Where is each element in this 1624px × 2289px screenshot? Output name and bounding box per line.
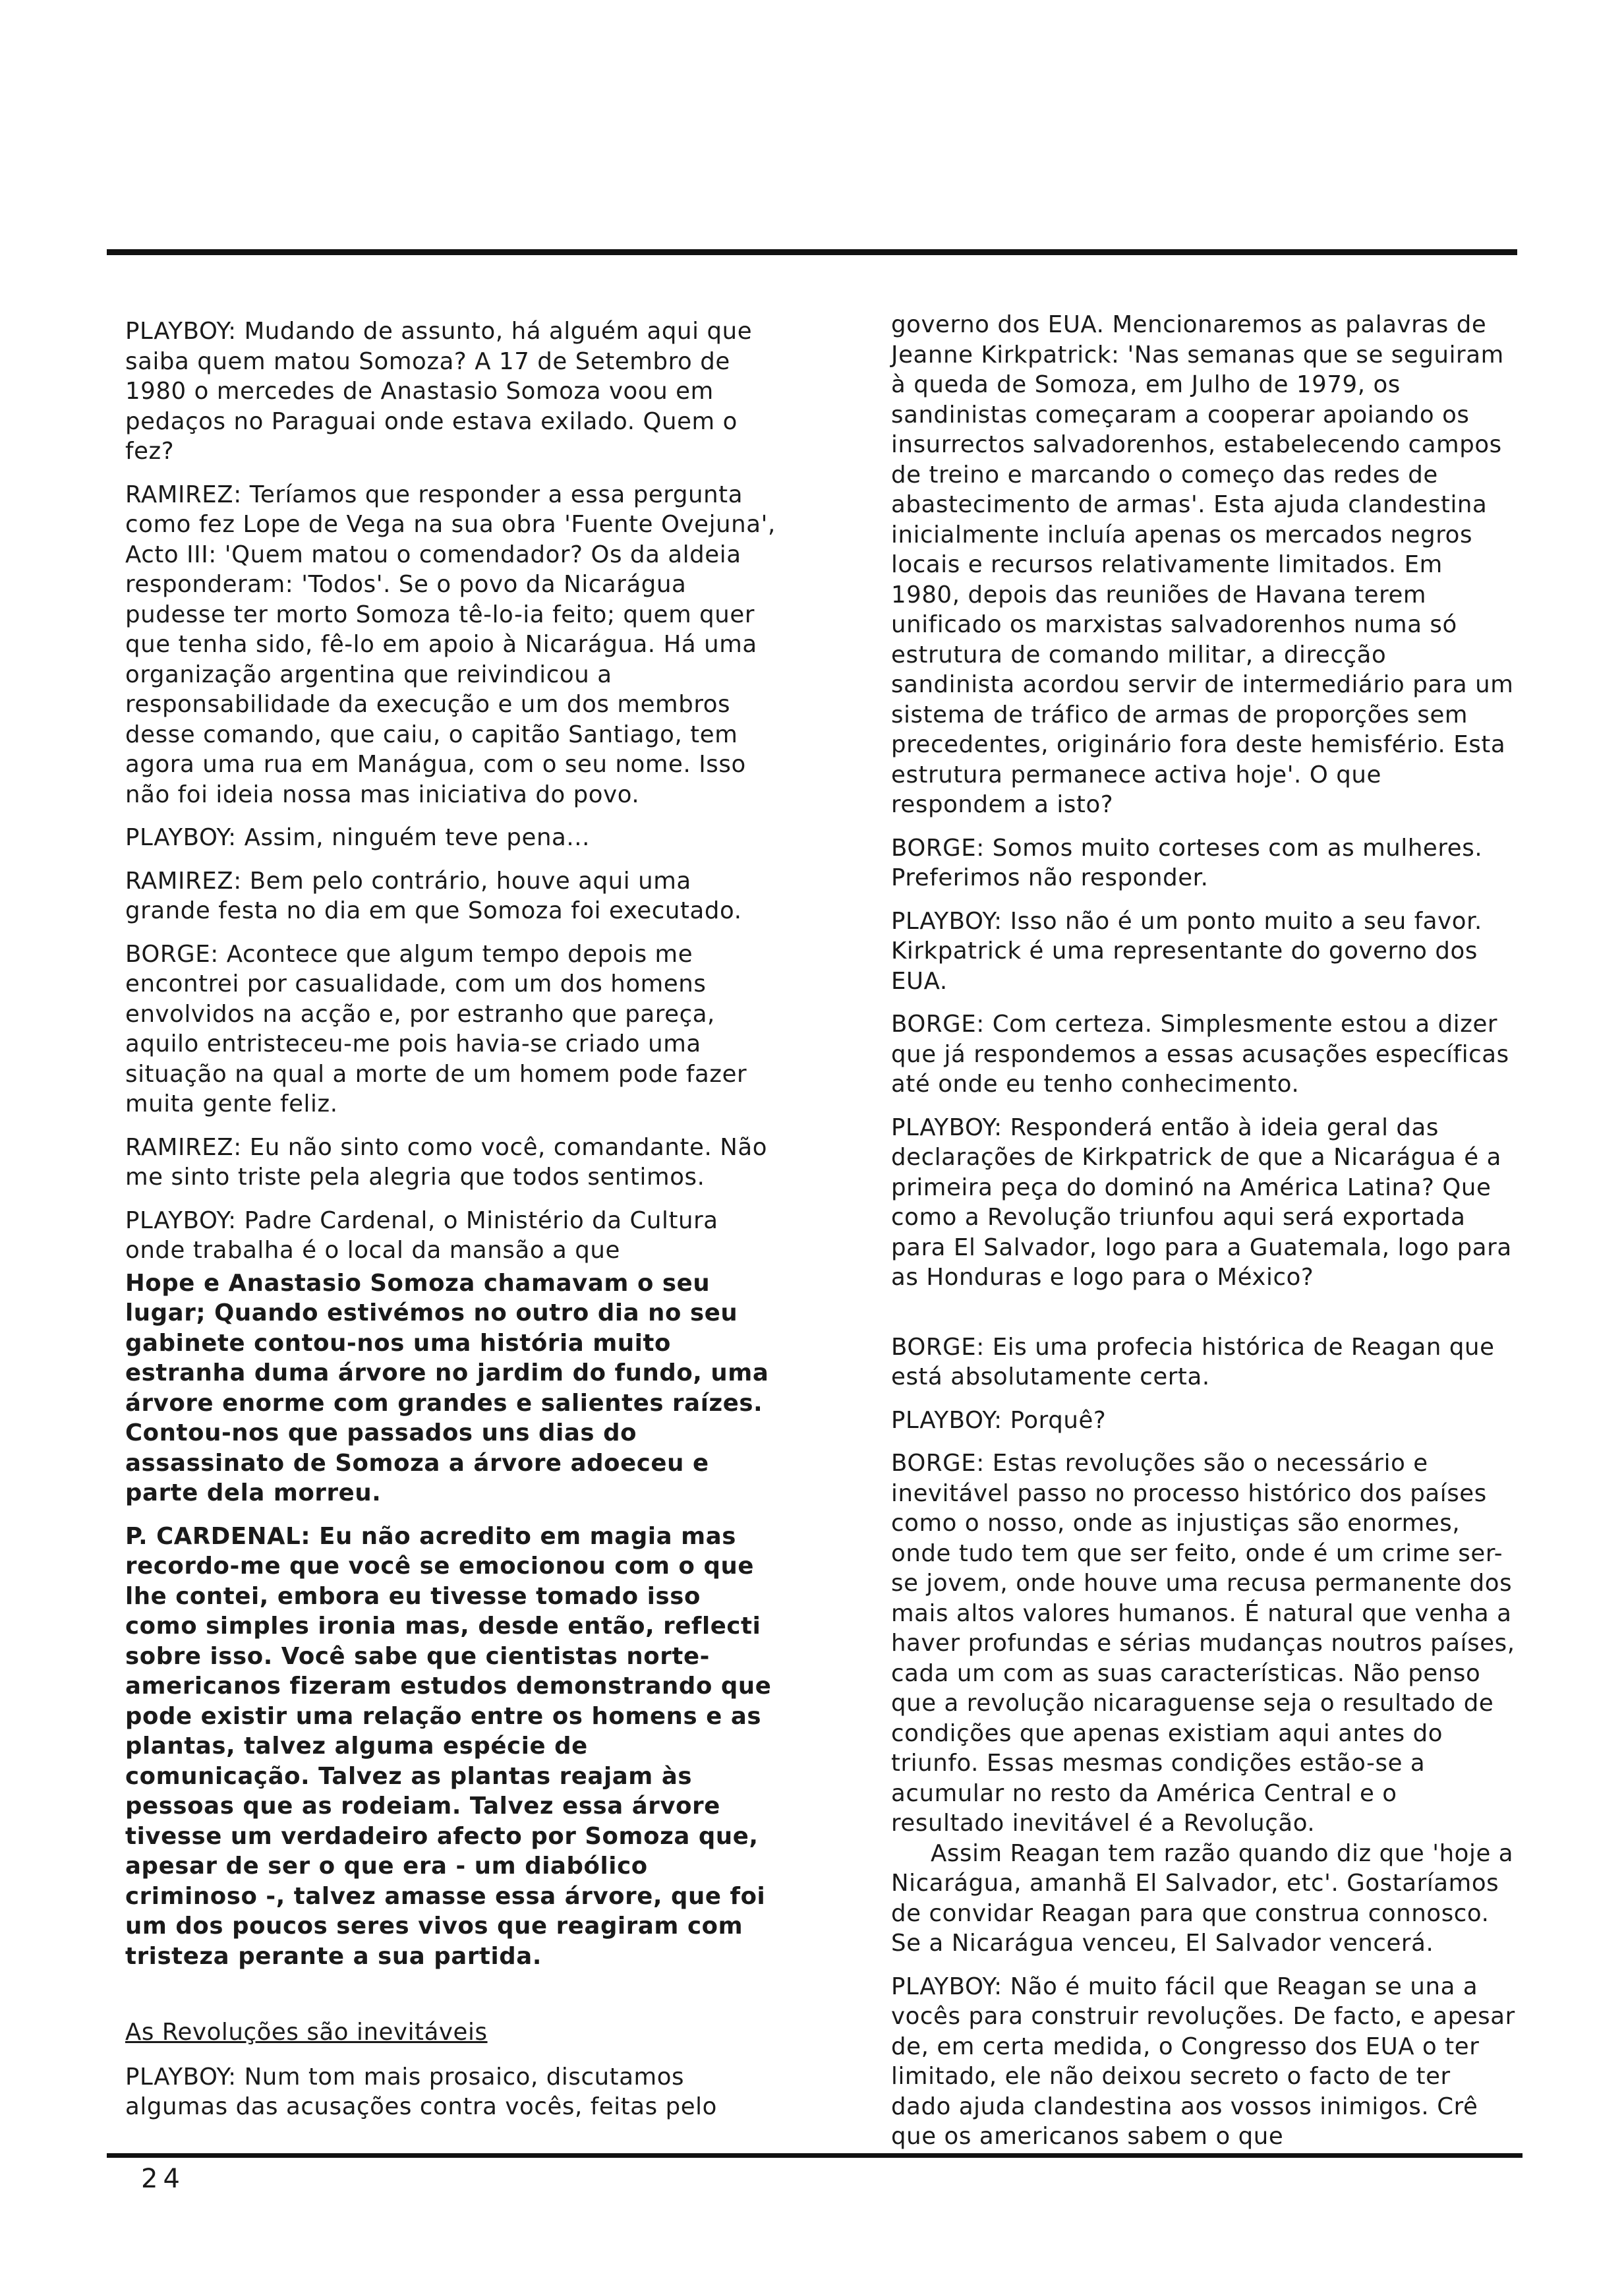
section-heading: As Revoluções são inevitáveis bbox=[125, 2019, 488, 2046]
paragraph-text: Eu não acredito em magia mas recordo-me que você se emocionou com o que lhe contei, embora eu tivesse tomado isso como simples ironia mas, desde então, reflecti sobre isso. Você sabe que cientistas norte-americanos fizeram estudos demonstrando que pode existir uma relação entre os homens e as plantas, talvez alguma espécie de comunicação. Talvez as plantas reajam às pessoas que as rodeiam. Talvez essa árvore tivesse um verdadeiro afecto por Somoza que, apesar de ser o que era - um diabólico criminoso -, talvez amasse essa árvore, que foi um dos poucos seres vivos que reagiram com tristeza perante a sua partida. bbox=[125, 1522, 772, 1970]
paragraph-text: Acontece que algum tempo depois me encontrei por casualidade, com um dos homens envolvidos na acção e, por estranho que pareça, aquilo entristeceu-me pois havia-se criado uma situação na qual a morte de um homem pode fazer muita gente feliz. bbox=[125, 940, 747, 1117]
paragraph bbox=[891, 1972, 1517, 2152]
top-rule bbox=[107, 249, 1517, 255]
speaker: BORGE: bbox=[891, 1011, 985, 1038]
paragraph-text: Somos muito corteses com as mulheres. Preferimos não responder. bbox=[891, 834, 1483, 891]
paragraph-text: Isso não é um ponto muito a seu favor. Kirkpatrick é uma representante do governo dos EUA. bbox=[891, 907, 1482, 995]
paragraph bbox=[891, 833, 1517, 893]
speaker: PLAYBOY: bbox=[891, 1973, 1002, 2000]
paragraph-text: Eu não sinto como você, comandante. Não me sinto triste pela alegria que todos sentimos. bbox=[125, 1133, 768, 1191]
left-column bbox=[125, 316, 778, 2135]
page-number: 24 bbox=[141, 2164, 185, 2194]
paragraph bbox=[125, 939, 778, 1119]
paragraph bbox=[891, 1448, 1517, 1839]
speaker: PLAYBOY: bbox=[891, 907, 1002, 935]
speaker: BORGE: bbox=[125, 940, 219, 968]
paragraph-text: Eis uma profecia histórica de Reagan que está absolutamente certa. bbox=[891, 1333, 1495, 1390]
speaker: RAMIREZ: bbox=[125, 867, 242, 895]
paragraph-text: Bem pelo contrário, houve aqui uma grande festa no dia em que Somoza foi executado. bbox=[125, 867, 742, 924]
speaker: P. CARDENAL: bbox=[125, 1522, 311, 1550]
speaker: PLAYBOY: bbox=[891, 1406, 1002, 1434]
paragraph bbox=[891, 310, 1517, 820]
paragraph-text: Não é muito fácil que Reagan se una a vocês para construir revoluções. De facto, e apesar de, em certa medida, o Congresso dos EUA o ter limitado, ele não deixou secreto o facto de ter dado ajuda clandestina aos vossos inimigos. Crê que os americanos sabem o que bbox=[891, 1973, 1515, 2150]
paragraph bbox=[125, 316, 778, 467]
bottom-rule bbox=[107, 2153, 1522, 2158]
paragraph bbox=[891, 1406, 1517, 1436]
paragraph bbox=[125, 1268, 778, 1508]
speaker: RAMIREZ: bbox=[125, 1133, 242, 1161]
paragraph bbox=[891, 1839, 1517, 1959]
speaker: PLAYBOY: bbox=[125, 824, 237, 851]
paragraph-text: Assim, ninguém teve pena... bbox=[244, 824, 591, 851]
paragraph bbox=[125, 1522, 778, 1972]
paragraph-text: Assim Reagan tem razão quando diz que 'hoje a Nicarágua, amanhã El Salvador, etc'. Gostaríamos de convidar Reagan para que construa connosco. Se a Nicarágua venceu, El Salvador vencerá. bbox=[891, 1839, 1514, 1957]
speaker: RAMIREZ: bbox=[125, 481, 242, 508]
paragraph-text: Porquê? bbox=[1010, 1406, 1107, 1434]
right-column bbox=[891, 310, 1517, 2165]
speaker: BORGE: bbox=[891, 1450, 985, 1477]
paragraph-text: Mudando de assunto, há alguém aqui que saiba quem matou Somoza? A 17 de Setembro de 1980 o mercedes de Anastasio Somoza voou em pedaços no Paraguai onde estava exilado. Quem o fez? bbox=[125, 318, 753, 465]
paragraph bbox=[125, 1133, 778, 1193]
paragraph bbox=[125, 1206, 778, 1266]
paragraph bbox=[891, 1113, 1517, 1293]
paragraph-text: Padre Cardenal, o Ministério da Cultura onde trabalha é o local da mansão a que bbox=[125, 1206, 718, 1264]
paragraph bbox=[125, 866, 778, 926]
paragraph-text: governo dos EUA. Mencionaremos as palavras de Jeanne Kirkpatrick: 'Nas semanas que se seguiram à queda de Somoza, em Julho de 1979, os sandinistas começaram a cooperar apoiando os insurrectos salvadorenhos, estabelecendo campos de treino e marcando o começo das redes de abastecimento de armas'. Esta ajuda clandestina inicialmente incluía apenas os mercados negros locais e recursos relativamente limitados. Em 1980, depois das reuniões de Havana terem unificado os marxistas salvadorenhos numa só estrutura de comando militar, a direcção sandinista acordou servir de intermediário para um sistema de tráfico de armas de proporções sem precedentes, originário fora deste hemisfério. Esta estrutura permanece activa hoje'. O que respondem a isto? bbox=[891, 311, 1514, 818]
paragraph bbox=[891, 907, 1517, 997]
speaker: PLAYBOY: bbox=[125, 318, 237, 345]
speaker: BORGE: bbox=[891, 834, 985, 862]
paragraph-text: Com certeza. Simplesmente estou a dizer que já respondemos a essas acusações específicas até onde eu tenho conhecimento. bbox=[891, 1011, 1509, 1098]
speaker: BORGE: bbox=[891, 1333, 985, 1361]
speaker: PLAYBOY: bbox=[125, 2063, 237, 2091]
paragraph-text: Num tom mais prosaico, discutamos algumas das acusações contra vocês, feitas pelo bbox=[125, 2063, 717, 2120]
paragraph-text: Estas revoluções são o necessário e inevitável passo no processo histórico dos países como o nosso, onde as injustiças são enormes, onde tudo tem que ser feito, onde é um crime ser-se jovem, onde houve uma recusa permanente dos mais altos valores humanos. É natural que venha a haver profundas e sérias mudanças noutros países, cada um com as suas características. Não penso que a revolução nicaraguense seja o resultado de condições que apenas existiam aqui antes do triunfo. Essas mesmas condições estão-se a acumular no resto da América Central e o resultado inevitável é a Revolução. bbox=[891, 1450, 1515, 1837]
paragraph bbox=[125, 823, 778, 853]
speaker: PLAYBOY: bbox=[891, 1114, 1002, 1141]
speaker: PLAYBOY: bbox=[125, 1206, 237, 1234]
paragraph-text: Teríamos que responder a essa pergunta como fez Lope de Vega na sua obra 'Fuente Ovejuna', Acto III: 'Quem matou o comendador? Os da aldeia responderam: 'Todos'. Se o povo da Nicarágua pudesse ter morto Somoza tê-lo-ia feito; quem quer que tenha sido, fê-lo em apoio à Nicarágua. Há uma organização argentina que reivindicou a responsabilidade da execução e um dos membros desse comando, que caiu, o capitão Santiago, tem agora uma rua em Manágua, com o seu nome. Isso não foi ideia nossa mas iniciativa do povo. bbox=[125, 481, 776, 808]
paragraph-text: Responderá então à ideia geral das declarações de Kirkpatrick de que a Nicarágua é a primeira peça do dominó na América Latina? Que como a Revolução triunfou aqui será exportada para El Salvador, logo para a Guatemala, logo para as Honduras e logo para o México? bbox=[891, 1114, 1512, 1291]
paragraph-text: Hope e Anastasio Somoza chamavam o seu lugar; Quando estivémos no outro dia no seu gabinete contou-nos uma história muito estranha duma árvore no jardim do fundo, uma árvore enorme com grandes e salientes raízes. Contou-nos que passados uns dias do assassinato de Somoza a árvore adoeceu e parte dela morreu. bbox=[125, 1269, 769, 1506]
paragraph bbox=[125, 480, 778, 810]
paragraph bbox=[891, 1009, 1517, 1100]
paragraph bbox=[891, 1332, 1517, 1392]
paragraph bbox=[125, 2062, 778, 2122]
